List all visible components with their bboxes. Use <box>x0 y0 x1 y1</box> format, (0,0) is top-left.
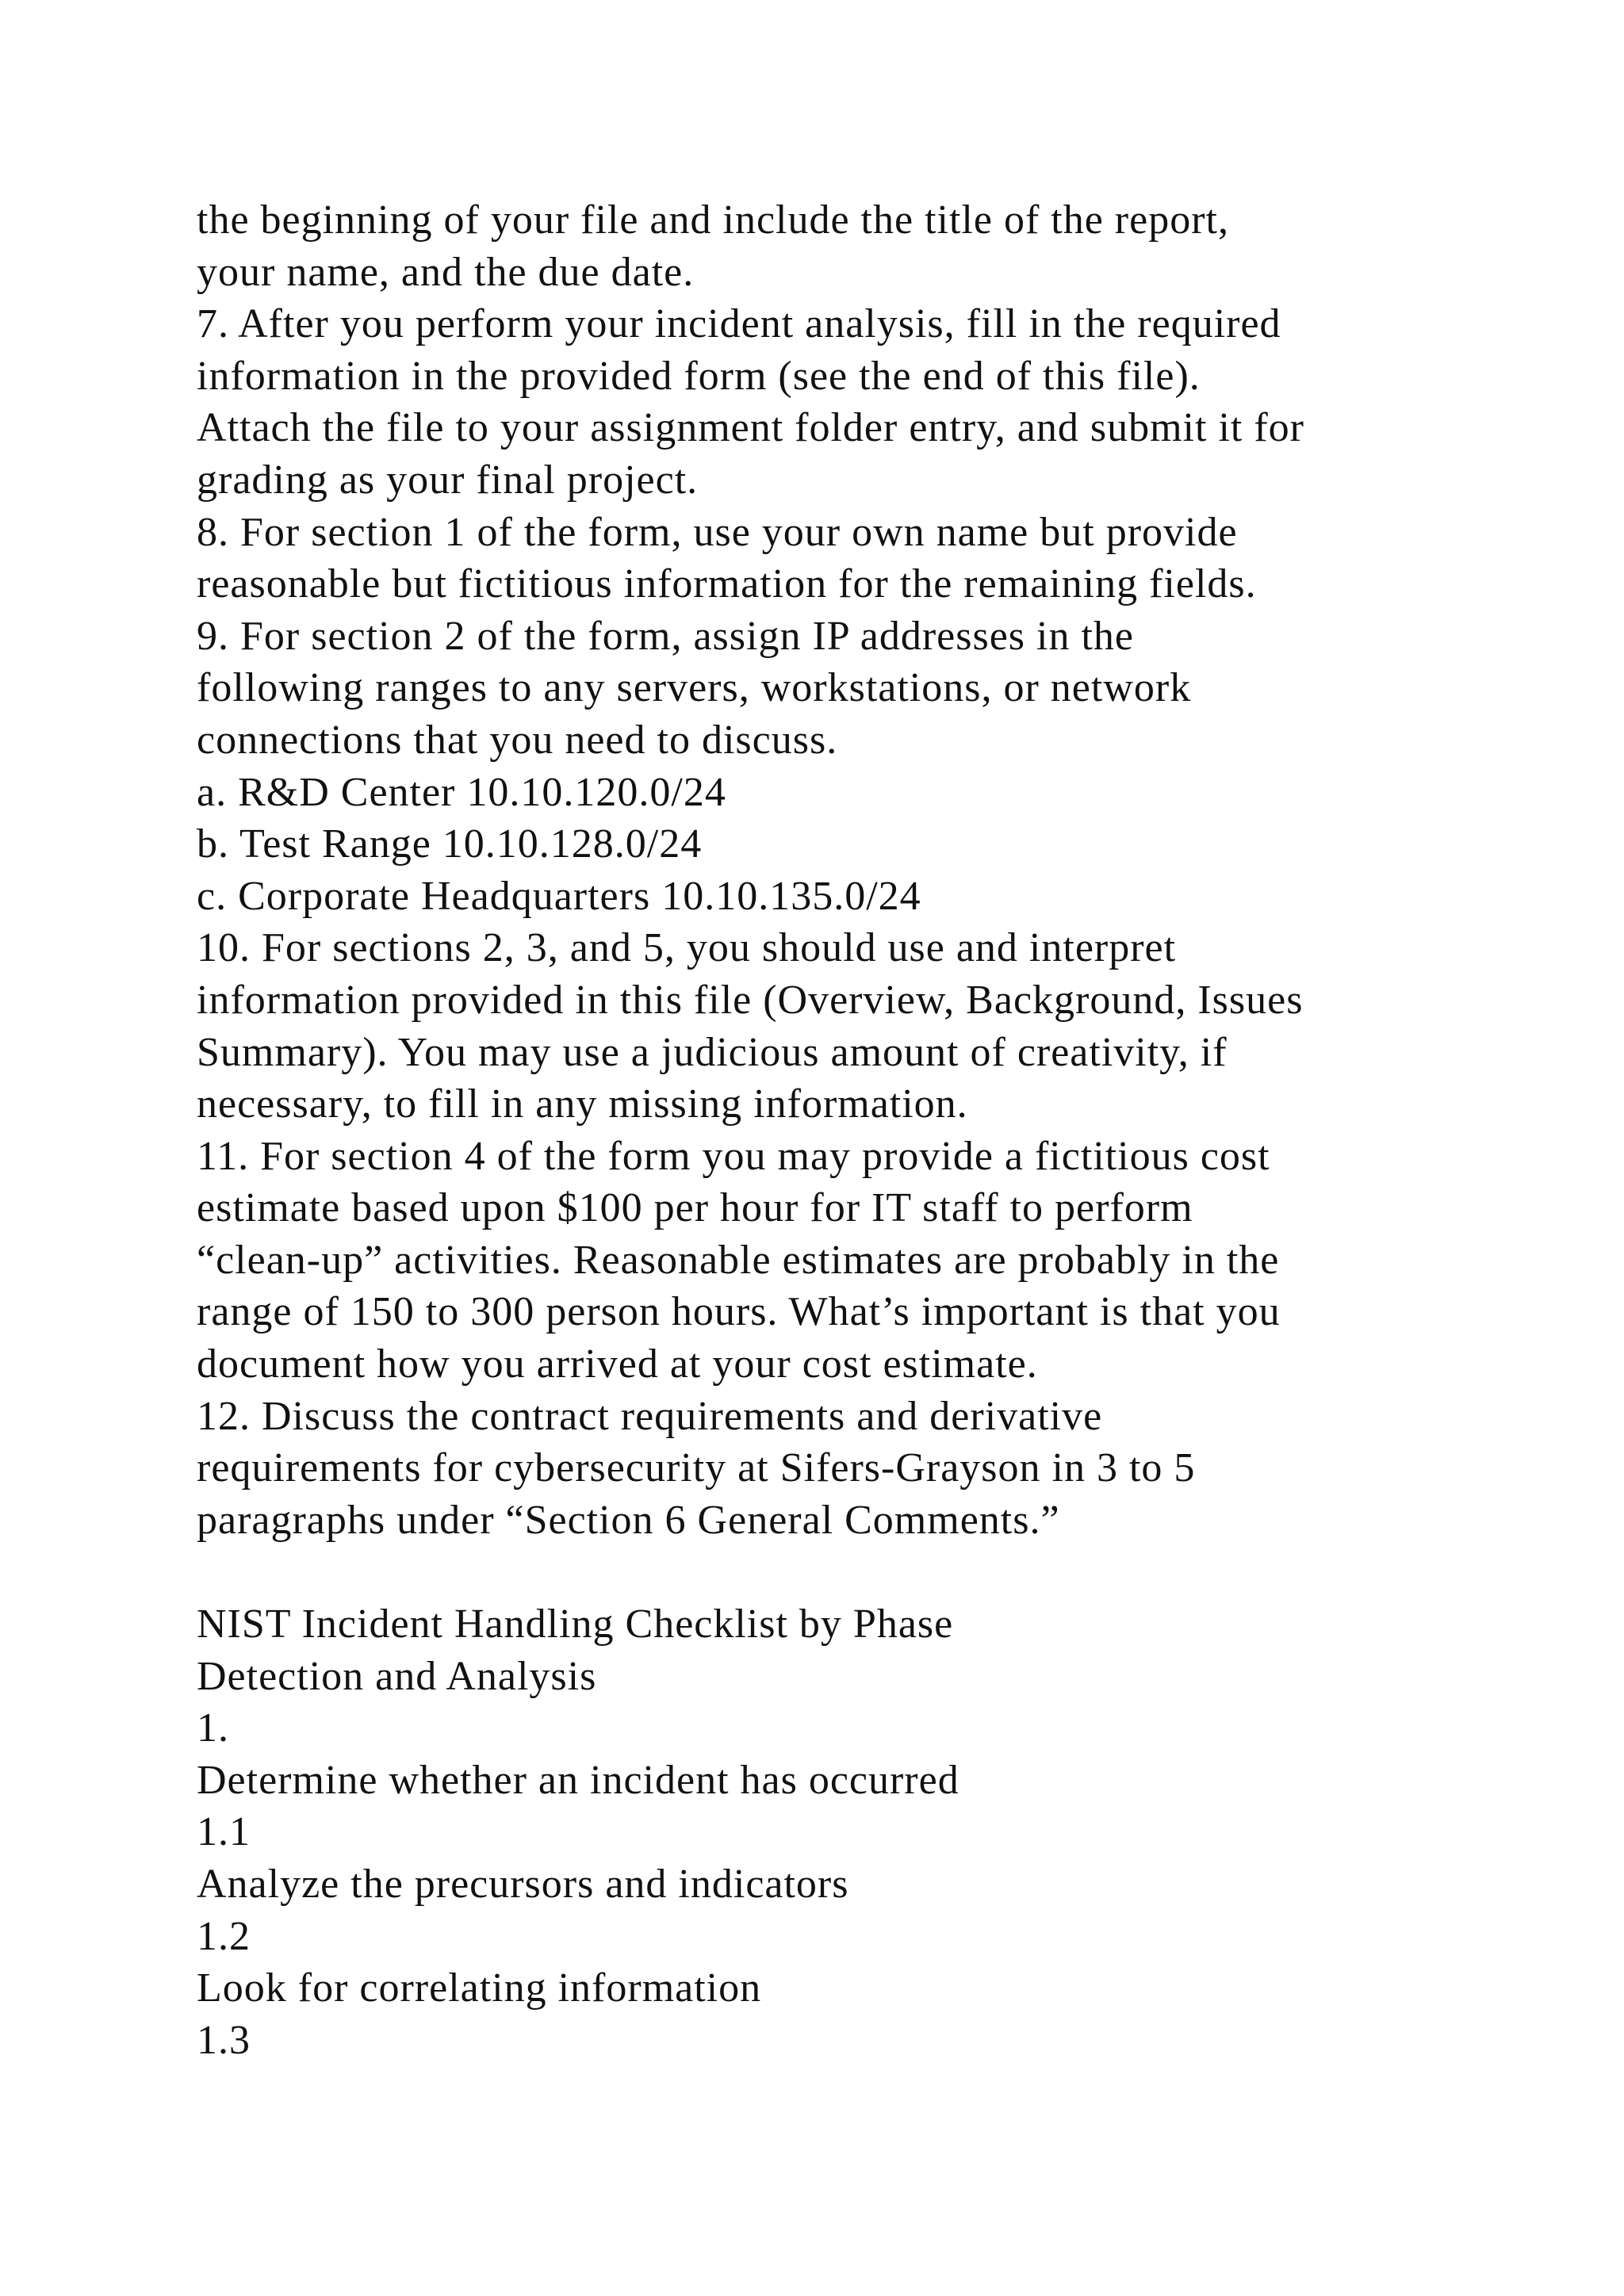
text-line: grading as your final project. <box>197 457 699 503</box>
text-line: Summary). You may use a judicious amount of creativity, if <box>197 1029 1228 1075</box>
text-line: information in the provided form (see the end of this file). <box>197 353 1201 399</box>
phase-heading: Detection and Analysis <box>197 1653 597 1699</box>
text-line: requirements for cybersecurity at Sifers-Grayson in 3 to 5 <box>197 1445 1196 1491</box>
section-heading: NIST Incident Handling Checklist by Phase <box>197 1601 954 1647</box>
checklist-number: 1.3 <box>197 2017 251 2063</box>
text-line: following ranges to any servers, workstations, or network <box>197 665 1192 711</box>
checklist-number: 1. <box>197 1705 229 1751</box>
text-line: “clean-up” activities. Reasonable estimates are probably in the <box>197 1237 1280 1283</box>
text-line: necessary, to fill in any missing information. <box>197 1081 968 1127</box>
text-line: c. Corporate Headquarters 10.10.135.0/24 <box>197 873 921 919</box>
text-line: a. R&D Center 10.10.120.0/24 <box>197 769 726 815</box>
text-line: 10. For sections 2, 3, and 5, you should use and interpret <box>197 925 1177 971</box>
text-line: 7. After you perform your incident analysis, fill in the required <box>197 301 1281 347</box>
blank-line <box>197 1546 1513 1598</box>
text-line: Attach the file to your assignment folder entry, and submit it for <box>197 405 1304 451</box>
checklist-number: 1.2 <box>197 1913 251 1959</box>
text-line: connections that you need to discuss. <box>197 717 838 763</box>
checklist-item: Determine whether an incident has occurred <box>197 1757 959 1803</box>
text-line: 11. For section 4 of the form you may provide a fictitious cost <box>197 1133 1270 1179</box>
checklist-number: 1.1 <box>197 1809 251 1855</box>
text-line: 8. For section 1 of the form, use your own name but provide <box>197 509 1238 555</box>
checklist-item: Look for correlating information <box>197 1965 762 2011</box>
text-line: range of 150 to 300 person hours. What’s important is that you <box>197 1289 1281 1335</box>
text-line: information provided in this file (Overview, Background, Issues <box>197 977 1304 1023</box>
text-line: paragraphs under “Section 6 General Comments.” <box>197 1497 1060 1543</box>
text-line: your name, and the due date. <box>197 249 695 295</box>
text-line: 12. Discuss the contract requirements and derivative <box>197 1393 1103 1439</box>
text-line: estimate based upon $100 per hour for IT staff to perform <box>197 1185 1193 1231</box>
checklist-item: Analyze the precursors and indicators <box>197 1862 849 1907</box>
text-line: the beginning of your file and include the title of the report, <box>197 197 1229 243</box>
text-line: reasonable but fictitious information for the remaining fields. <box>197 561 1257 607</box>
text-line: b. Test Range 10.10.128.0/24 <box>197 821 703 867</box>
document-body <box>197 194 1513 2066</box>
text-line: 9. For section 2 of the form, assign IP addresses in the <box>197 613 1134 659</box>
text-line: document how you arrived at your cost estimate. <box>197 1341 1038 1387</box>
